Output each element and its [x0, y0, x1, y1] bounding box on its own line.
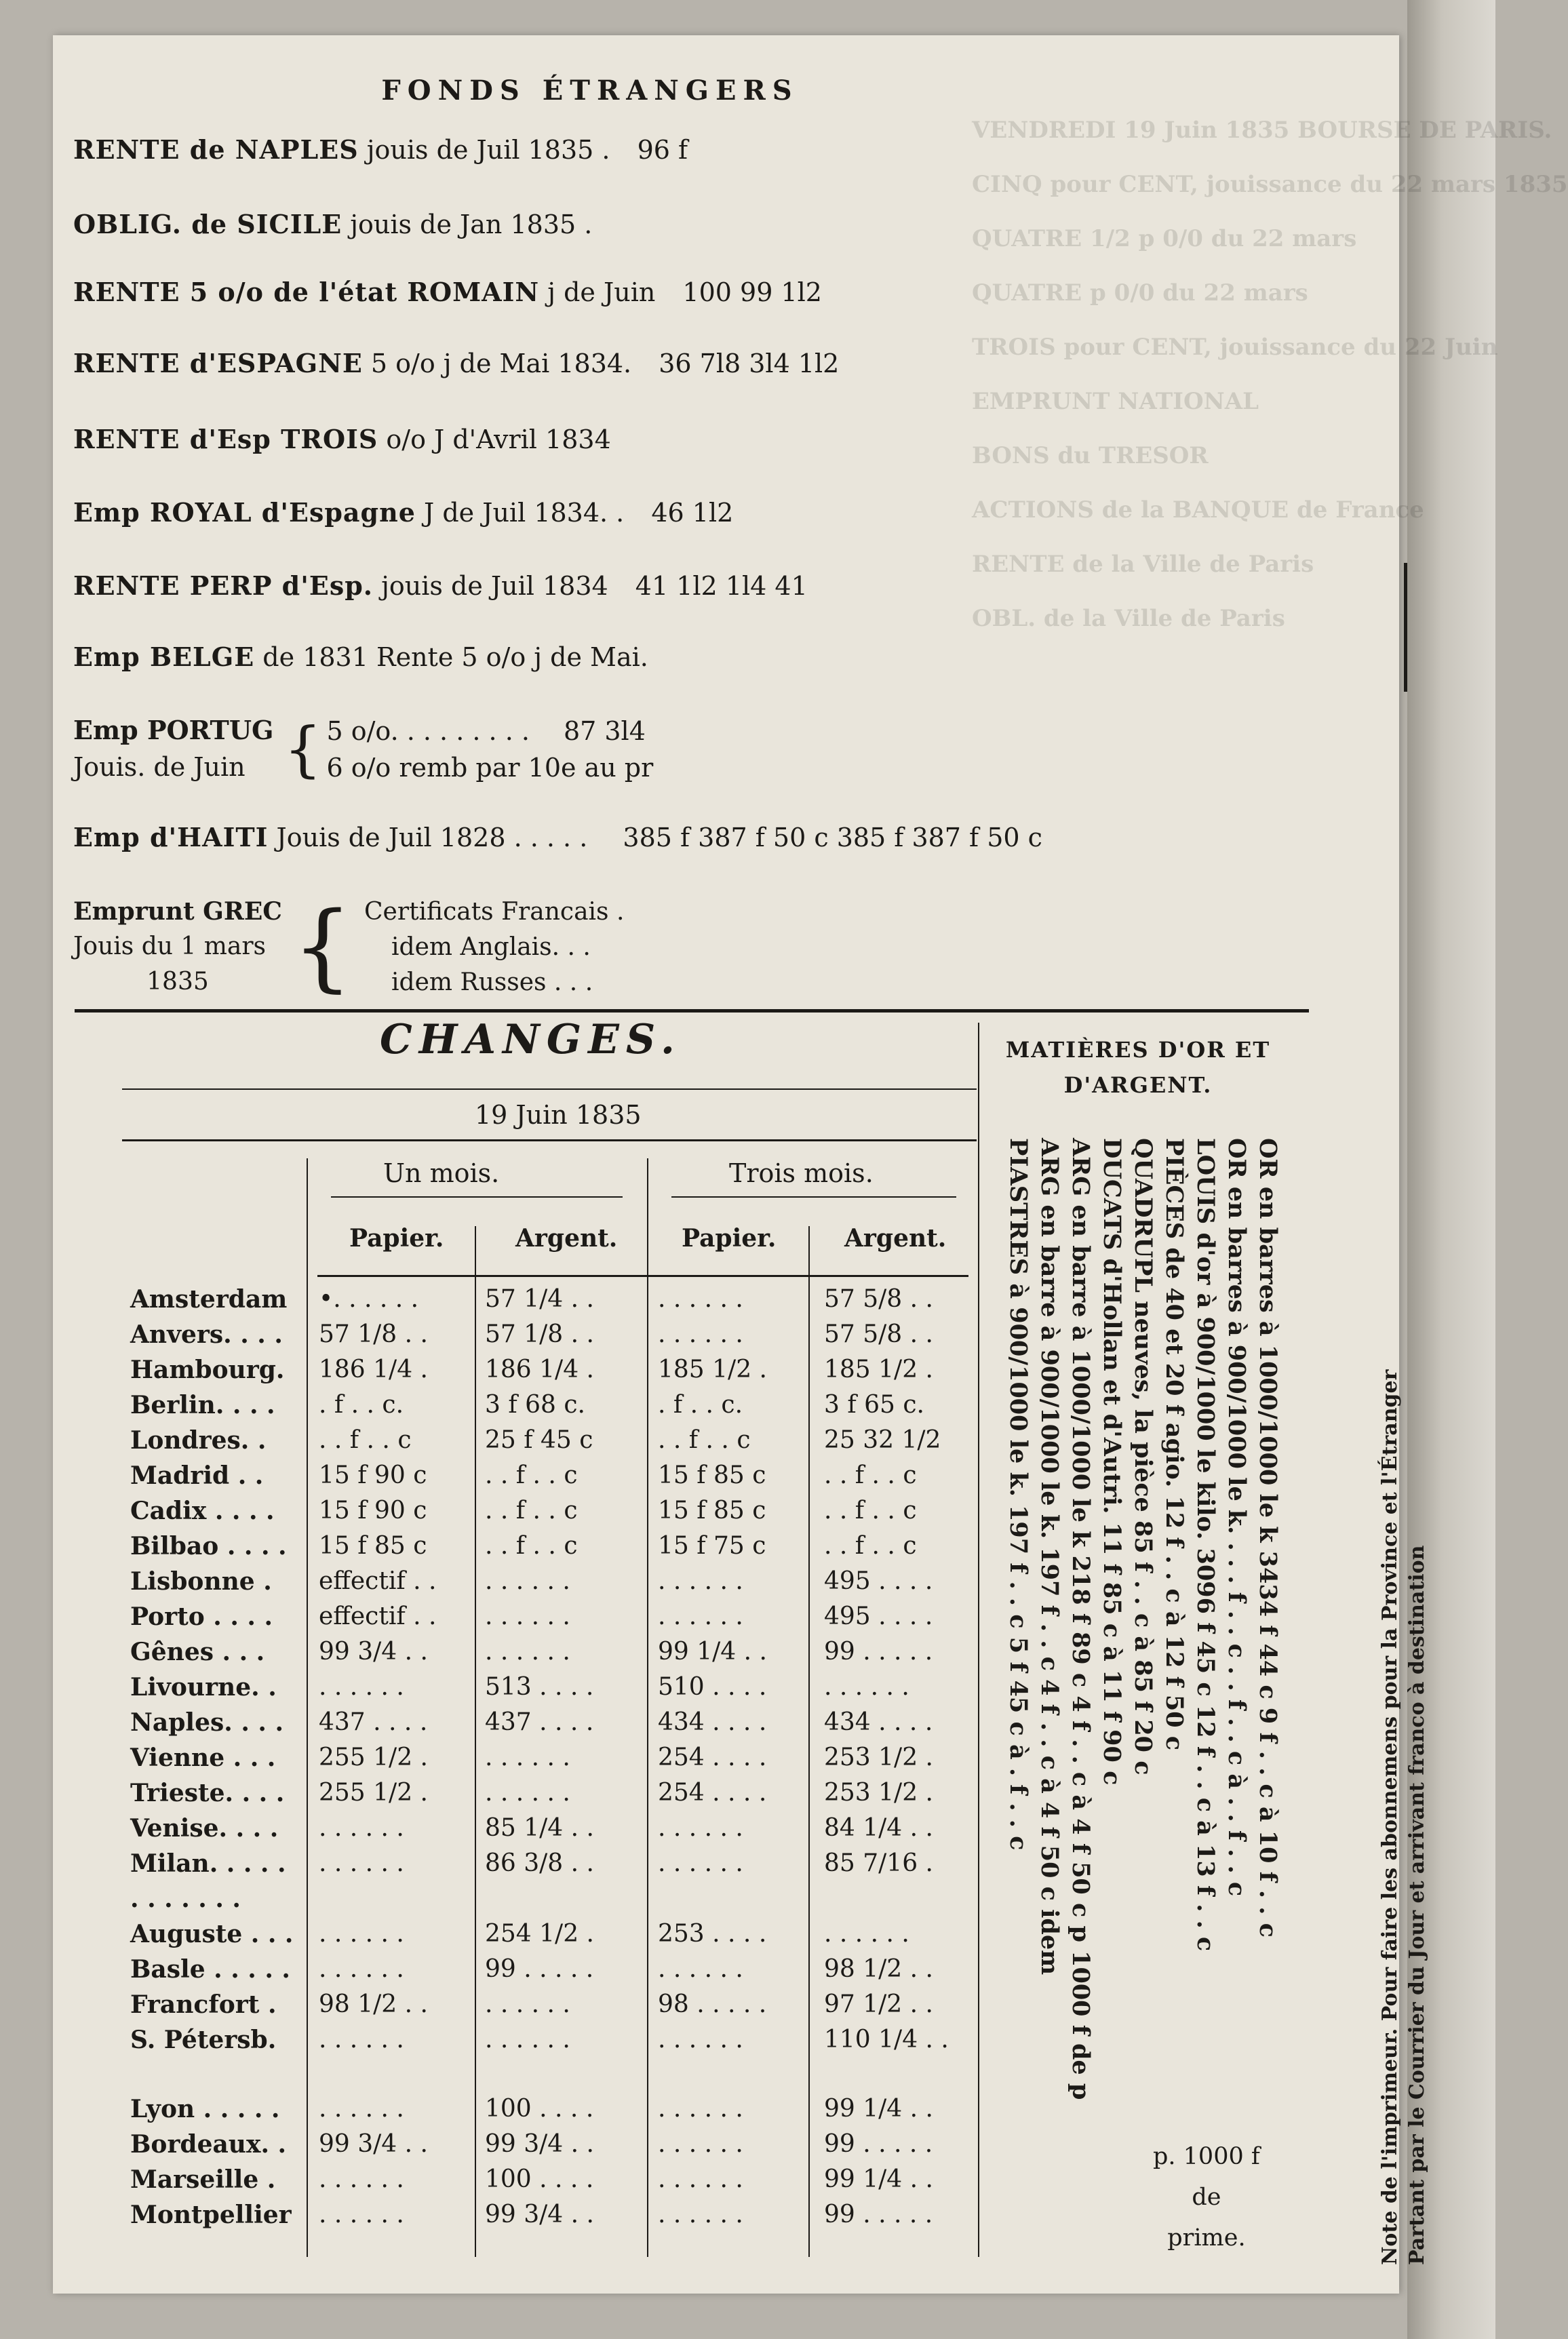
column-rule	[307, 1158, 308, 2257]
rate-cell: 99 1/4 . .	[824, 2095, 933, 2123]
rate-cell: effectif . .	[319, 1603, 437, 1630]
rate-cell: . . . . . .	[319, 1920, 404, 1948]
rate-cell: 99 1/4 . .	[658, 1638, 767, 1666]
city-label: Vienne . . .	[130, 1744, 276, 1772]
rate-cell: 86 3/8 . .	[485, 1849, 594, 1877]
rate-cell: 15 f 75 c	[658, 1532, 766, 1560]
rate-cell: 15 f 85 c	[319, 1532, 427, 1560]
col-header-argent: Argent.	[515, 1224, 618, 1253]
rate-cell: •. . . . . .	[319, 1285, 419, 1313]
city-label: Porto . . . .	[130, 1603, 273, 1631]
divider	[671, 1196, 956, 1198]
bleed-line: TROIS pour CENT, jouissance du 22 Juin	[972, 334, 1498, 361]
rate-cell: 185 1/2 .	[824, 1356, 933, 1383]
rate-cell: . . . . . .	[658, 1603, 743, 1630]
section-title-matieres: MATIÈRES D'OR ET D'ARGENT.	[1005, 1037, 1271, 1098]
matieres-line: OR en barres à 1000/1000 le k 3434 f 44 c 9 f . . c à 10 f . . c	[1254, 1138, 1282, 1938]
rate-cell: . f . . c.	[319, 1391, 404, 1419]
portug-jouis: Jouis. de Juin	[73, 752, 246, 782]
rate-cell: . . . . . .	[658, 1955, 743, 1983]
grec-item: Certificats Francais .	[364, 898, 625, 926]
bleed-line: QUATRE 1/2 p 0/0 du 22 mars	[972, 225, 1357, 252]
portug-table	[73, 712, 654, 787]
rate-cell: 513 . . . .	[485, 1673, 594, 1701]
rate-cell: 98 1/2 . .	[824, 1955, 933, 1983]
fonds-row	[73, 277, 822, 307]
fonds-text: J de Juil 1834. .	[424, 498, 625, 528]
fonds-text: jouis de Jan 1835 .	[350, 210, 593, 239]
rate-cell: 253 1/2 .	[824, 1779, 933, 1807]
portug-line2: 6 o/o remb par 10e au pr	[326, 753, 654, 783]
rate-cell: 255 1/2 .	[319, 1744, 428, 1771]
rate-cell: 99 1/4 . .	[824, 2165, 933, 2193]
grec-year: 1835	[146, 968, 209, 996]
fonds-value: 36 7l8 3l4 1l2	[659, 349, 840, 378]
rate-cell: . . . . . .	[319, 1814, 404, 1842]
note-line: Partant par le Courrier du Jour et arrivant franco à destination	[1405, 1545, 1429, 2265]
fonds-value: 96 f	[637, 135, 688, 165]
fonds-value: 46 1l2	[651, 498, 734, 528]
city-label: Gênes . . .	[130, 1638, 265, 1666]
rate-cell: 84 1/4 . .	[824, 1814, 933, 1842]
city-label: Lisbonne .	[130, 1567, 272, 1596]
city-label: Basle . . . . .	[130, 1955, 290, 1984]
rate-cell: 437 . . . .	[319, 1708, 428, 1736]
rate-cell: 99 3/4 . .	[485, 2201, 594, 2228]
fonds-row	[73, 497, 733, 528]
city-label: S. Pétersb.	[130, 2026, 277, 2054]
rate-cell: 434 . . . .	[658, 1708, 767, 1736]
column-rule	[808, 1226, 810, 2257]
rate-cell: . . . . . .	[319, 2095, 404, 2123]
rate-cell: 98 1/2 . .	[319, 1990, 428, 2018]
rate-cell: 97 1/2 . .	[824, 1990, 933, 2018]
rate-cell: 98 . . . . .	[658, 1990, 767, 2018]
fonds-value: 41 1l2 1l4 41	[635, 571, 808, 601]
col-header-papier: Papier.	[349, 1224, 444, 1253]
fonds-value: 100 99 1l2	[682, 277, 822, 307]
fonds-label: RENTE PERP d'Esp.	[73, 570, 374, 601]
city-label: Marseille .	[130, 2165, 276, 2194]
divider	[122, 1139, 977, 1141]
city-label: Naples. . . .	[130, 1708, 283, 1737]
city-label: . . . . . . .	[130, 1885, 241, 1913]
rate-cell: 15 f 90 c	[319, 1461, 427, 1489]
matieres-line: ARG en barre à 900/1000 le k. 197 f . . c 4 f . . c à 4 f 50 c idem	[1036, 1138, 1063, 1976]
fonds-text: 5 o/o j de Mai 1834.	[370, 349, 632, 378]
bleed-line: VENDREDI 19 Juin 1835 BOURSE DE PARIS.	[972, 117, 1552, 144]
rate-cell: 495 . . . .	[824, 1603, 933, 1630]
column-rule	[978, 1023, 979, 2257]
fonds-text: jouis de Juil 1835 .	[366, 135, 610, 165]
brace-icon: {	[283, 714, 322, 784]
fonds-text: j de Juin	[547, 277, 656, 307]
fonds-label: OBLIG. de SICILE	[73, 209, 342, 239]
rate-cell: 99 3/4 . .	[485, 2130, 594, 2158]
matieres-line: QUADRUPL neuves, la pièce 85 f . . c à 85 f 20 c	[1129, 1138, 1157, 1775]
changes-date: 19 Juin 1835	[475, 1100, 642, 1130]
divider	[122, 1088, 977, 1090]
rate-cell: 57 5/8 . .	[824, 1320, 933, 1348]
rate-cell: 434 . . . .	[824, 1708, 933, 1736]
brace-icon: {	[292, 892, 353, 1002]
rate-cell: . . . . . .	[658, 1320, 743, 1348]
rate-cell: . . . . . .	[485, 1603, 570, 1630]
fonds-grec	[73, 894, 625, 1001]
rate-cell: 57 5/8 . .	[824, 1285, 933, 1313]
prime-line: de	[1192, 2184, 1221, 2211]
rate-cell: 510 . . . .	[658, 1673, 767, 1701]
rate-cell: . . f . . c	[485, 1461, 578, 1489]
header-trois-mois: Trois mois.	[729, 1158, 874, 1188]
rate-cell: 3 f 65 c.	[824, 1391, 924, 1419]
prime-line: p. 1000 f	[1153, 2143, 1260, 2170]
rate-cell: . . . . . .	[319, 1955, 404, 1983]
rate-cell: 254 1/2 .	[485, 1920, 594, 1948]
rate-cell: . . . . . .	[658, 1849, 743, 1877]
city-label: Amsterdam	[130, 1285, 288, 1314]
fonds-row	[73, 348, 839, 378]
rate-cell: . . f . . c	[824, 1532, 917, 1560]
rate-cell: 57 1/8 . .	[485, 1320, 594, 1348]
city-label: Hambourg.	[130, 1356, 285, 1384]
rate-cell: . . f . . c	[824, 1461, 917, 1489]
rate-cell: 25 f 45 c	[485, 1426, 593, 1454]
rate-cell: . . . . . .	[658, 2130, 743, 2158]
fonds-label: Emp BELGE	[73, 642, 255, 672]
city-label: Cadix . . . .	[130, 1497, 275, 1525]
rate-cell: . . . . . .	[319, 1849, 404, 1877]
rate-cell: . . . . . .	[824, 1920, 909, 1948]
rate-cell: 253 . . . .	[658, 1920, 767, 1948]
fonds-text: de 1831 Rente 5 o/o j de Mai.	[262, 642, 648, 672]
rate-cell: 15 f 90 c	[319, 1497, 427, 1525]
section-divider	[75, 1009, 1309, 1013]
rate-cell: 495 . . . .	[824, 1567, 933, 1595]
fonds-label: RENTE d'ESPAGNE	[73, 348, 363, 378]
city-label: Anvers. . . .	[130, 1320, 283, 1349]
note-line: Note de l'imprimeur. Pour faire les abonnemens pour la Province et l'Étranger	[1378, 1369, 1402, 2265]
rate-cell: . . . . . .	[824, 1673, 909, 1701]
fonds-row-haiti	[73, 822, 1042, 852]
matieres-line: DUCATS d'Hollan et d'Autri. 11 f 85 c à 11 f 90 c	[1098, 1138, 1126, 1786]
grec-jouis: Jouis du 1 mars	[73, 932, 267, 960]
bleed-through-text	[958, 90, 1568, 1039]
city-label: Trieste. . . .	[130, 1779, 285, 1807]
header-un-mois: Un mois.	[383, 1158, 500, 1188]
margin-mark	[1404, 563, 1407, 692]
rate-cell: 185 1/2 .	[658, 1356, 767, 1383]
rate-cell: . . . . . .	[658, 2026, 743, 2053]
rate-cell: 254 . . . .	[658, 1744, 767, 1771]
rate-cell: . f . . c.	[658, 1391, 743, 1419]
fonds-row	[73, 642, 667, 672]
matieres-line: PIASTRES à 900/1000 le k. 197 f . . c 5 f 45 c à . f . . c	[1004, 1138, 1032, 1851]
rate-cell: . . . . . .	[658, 1567, 743, 1595]
rate-cell: 99 3/4 . .	[319, 2130, 428, 2158]
bleed-line: OBL. de la Ville de Paris	[972, 605, 1285, 632]
rate-cell: 25 32 1/2	[824, 1426, 941, 1454]
bleed-line: CINQ pour CENT, jouissance du 22 mars 1835	[972, 171, 1568, 198]
rate-cell: . . f . . c	[485, 1532, 578, 1560]
grec-item: idem Russes . . .	[391, 968, 593, 996]
rate-cell: . . f . . c	[824, 1497, 917, 1525]
rate-cell: . . . . . .	[485, 1779, 570, 1807]
bleed-line: ACTIONS de la BANQUE de France	[972, 496, 1424, 524]
column-rule	[647, 1158, 648, 2257]
rate-cell: . . . . . .	[319, 1673, 404, 1701]
rate-cell: . . . . . .	[319, 2026, 404, 2053]
rate-cell: 99 . . . . .	[824, 2201, 933, 2228]
column-rule	[475, 1226, 476, 2257]
fonds-text: jouis de Juil 1834	[381, 571, 608, 601]
divider	[331, 1196, 623, 1198]
col-header-argent: Argent.	[844, 1224, 947, 1253]
rate-cell: 85 7/16 .	[824, 1849, 933, 1877]
fonds-row	[73, 134, 688, 165]
printer-note	[1377, 1370, 1431, 2265]
city-label: Livourne. .	[130, 1673, 277, 1702]
rate-cell: 99 . . . . .	[485, 1955, 594, 1983]
rate-cell: 15 f 85 c	[658, 1497, 766, 1525]
rate-cell: 255 1/2 .	[319, 1779, 428, 1807]
rate-cell: . . . . . .	[485, 1638, 570, 1666]
rate-cell: . . f . . c	[319, 1426, 412, 1454]
rate-cell: . . . . . .	[485, 1744, 570, 1771]
fonds-row	[73, 424, 630, 454]
city-label: Francfort .	[130, 1990, 277, 2019]
fonds-label: Emp ROYAL d'Espagne	[73, 497, 416, 528]
fonds-text: o/o J d'Avril 1834	[386, 425, 611, 454]
city-label: Montpellier	[130, 2201, 292, 2229]
rate-cell: . . . . . .	[658, 2165, 743, 2193]
bleed-line: EMPRUNT NATIONAL	[972, 388, 1259, 415]
col-header-papier: Papier.	[682, 1224, 777, 1253]
rate-cell: 3 f 68 c.	[485, 1391, 585, 1419]
rate-cell: 100 . . . .	[485, 2095, 594, 2123]
rate-cell: 110 1/4 . .	[824, 2026, 949, 2053]
rate-cell: 57 1/8 . .	[319, 1320, 428, 1348]
prime-line: prime.	[1167, 2224, 1246, 2252]
city-label: Venise. . . .	[130, 1814, 279, 1843]
rate-cell: 85 1/4 . .	[485, 1814, 594, 1842]
portug-label: Emp PORTUG	[73, 715, 274, 745]
fonds-label: RENTE de NAPLES	[73, 134, 359, 165]
rate-cell: 99 . . . . .	[824, 2130, 933, 2158]
bleed-line: RENTE de la Ville de Paris	[972, 551, 1314, 578]
city-label: Lyon . . . . .	[130, 2095, 280, 2123]
matieres-line: LOUIS d'or à 900/1000 le kilo. 3096 f 45 c 12 f . . c à 13 f . . c	[1192, 1138, 1219, 1952]
fonds-value: 385 f 387 f 50 c 385 f 387 f 50 c	[623, 823, 1042, 852]
rate-cell: . . . . . .	[658, 1285, 743, 1313]
rate-cell: 57 1/4 . .	[485, 1285, 594, 1313]
rate-cell: 253 1/2 .	[824, 1744, 933, 1771]
fonds-label: Emp d'HAITI	[73, 822, 269, 852]
fonds-row	[73, 209, 611, 239]
city-label: Auguste . . .	[130, 1920, 294, 1948]
section-title-changes: CHANGES.	[380, 1016, 682, 1063]
city-label: Berlin. . . .	[130, 1391, 275, 1419]
rate-cell: . . . . . .	[485, 1990, 570, 2018]
bleed-line: QUATRE p 0/0 du 22 mars	[972, 279, 1308, 307]
fonds-row	[73, 570, 808, 601]
portug-line1-value: 87 3l4	[563, 716, 646, 746]
grec-item: idem Anglais. . .	[391, 933, 591, 961]
rate-cell: . . . . . .	[319, 2201, 404, 2228]
rate-cell: . . . . . .	[485, 1567, 570, 1595]
portug-line1: 5 o/o. . . . . . . . .	[326, 716, 530, 746]
city-label: Bilbao . . . .	[130, 1532, 287, 1560]
fonds-portug	[73, 712, 654, 787]
rate-cell: 99 3/4 . .	[319, 1638, 428, 1666]
rate-cell: . . . . . .	[658, 2201, 743, 2228]
grec-table	[73, 894, 625, 1001]
fonds-label: RENTE 5 o/o de l'état ROMAIN	[73, 277, 540, 307]
rate-cell: 437 . . . .	[485, 1708, 594, 1736]
rate-cell: . . . . . .	[319, 2165, 404, 2193]
matieres-list	[1002, 1138, 1283, 2100]
grec-label: Emprunt GREC	[73, 897, 282, 926]
rate-cell: 186 1/4 .	[485, 1356, 594, 1383]
matieres-line: ARG en barre à 1000/1000 le k 218 f 89 c 4 f . . c à 4 f 50 c p 1000 f de p	[1067, 1138, 1095, 2100]
rate-cell: 15 f 85 c	[658, 1461, 766, 1489]
rate-cell: effectif . .	[319, 1567, 437, 1595]
rate-cell: . . . . . .	[658, 1814, 743, 1842]
section-title-fonds: FONDS ÉTRANGERS	[381, 75, 799, 106]
city-label: Madrid . .	[130, 1461, 264, 1490]
rate-cell: . . f . . c	[485, 1497, 578, 1525]
prime-note	[1153, 2136, 1260, 2258]
rate-cell: 254 . . . .	[658, 1779, 767, 1807]
city-label: Bordeaux. .	[130, 2130, 287, 2159]
matieres-line: PIÈCES de 40 et 20 f agio. 12 f . . c à 12 f 50 c	[1160, 1138, 1188, 1751]
city-label: Londres. .	[130, 1426, 267, 1455]
rate-cell: 186 1/4 .	[319, 1356, 428, 1383]
rate-cell: 100 . . . .	[485, 2165, 594, 2193]
matieres-line: OR en barres à 900/1000 le k. . . . f . . c . . f . . c à . . f . . c	[1223, 1138, 1251, 1897]
rate-cell: 99 . . . . .	[824, 1638, 933, 1666]
fonds-text: Jouis de Juil 1828 . . . . .	[276, 823, 588, 852]
rate-cell: . . . . . .	[485, 2026, 570, 2053]
rate-cell: . . . . . .	[658, 2095, 743, 2123]
bleed-line: BONS du TRESOR	[972, 442, 1209, 469]
city-label: Milan. . . . .	[130, 1849, 286, 1878]
fonds-label: RENTE d'Esp TROIS	[73, 424, 378, 454]
divider	[317, 1275, 968, 1277]
rate-cell: . . f . . c	[658, 1426, 751, 1454]
